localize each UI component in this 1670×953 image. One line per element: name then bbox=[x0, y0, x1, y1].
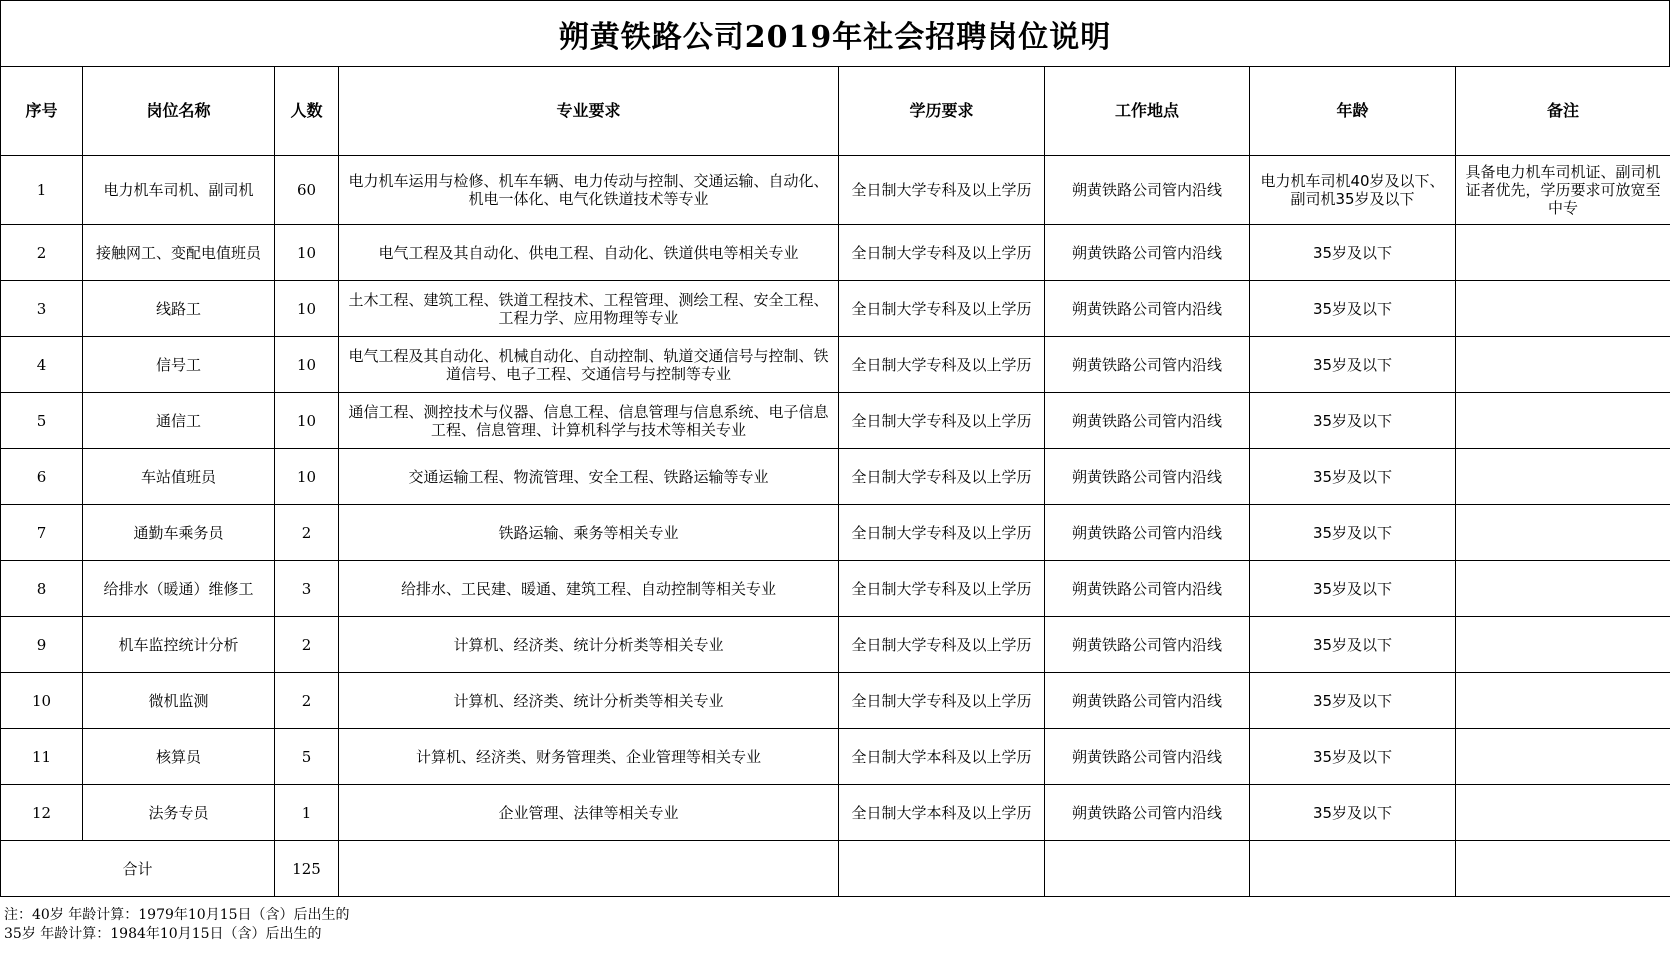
cell-position: 机车监控统计分析 bbox=[83, 617, 275, 673]
cell-seq: 10 bbox=[1, 673, 83, 729]
cell-position: 电力机车司机、副司机 bbox=[83, 156, 275, 225]
cell-major: 计算机、经济类、统计分析类等相关专业 bbox=[339, 673, 839, 729]
cell-count: 10 bbox=[275, 449, 339, 505]
cell-location: 朔黄铁路公司管内沿线 bbox=[1045, 393, 1250, 449]
cell-count: 5 bbox=[275, 729, 339, 785]
cell-location: 朔黄铁路公司管内沿线 bbox=[1045, 281, 1250, 337]
cell-location: 朔黄铁路公司管内沿线 bbox=[1045, 785, 1250, 841]
cell-seq: 2 bbox=[1, 225, 83, 281]
cell-location: 朔黄铁路公司管内沿线 bbox=[1045, 337, 1250, 393]
cell-location: 朔黄铁路公司管内沿线 bbox=[1045, 729, 1250, 785]
page-title: 朔黄铁路公司2019年社会招聘岗位说明 bbox=[0, 0, 1670, 67]
header-major: 专业要求 bbox=[339, 67, 839, 156]
cell-major: 通信工程、测控技术与仪器、信息工程、信息管理与信息系统、电子信息工程、信息管理、计算机科学与技术等相关专业 bbox=[339, 393, 839, 449]
cell-seq: 1 bbox=[1, 156, 83, 225]
cell-age: 35岁及以下 bbox=[1250, 393, 1456, 449]
cell-major: 企业管理、法律等相关专业 bbox=[339, 785, 839, 841]
cell-age: 35岁及以下 bbox=[1250, 281, 1456, 337]
header-age: 年龄 bbox=[1250, 67, 1456, 156]
cell-education: 全日制大学专科及以上学历 bbox=[839, 561, 1045, 617]
cell-position: 通勤车乘务员 bbox=[83, 505, 275, 561]
table-row bbox=[1, 281, 1670, 337]
cell-note bbox=[1456, 729, 1670, 785]
cell-education: 全日制大学专科及以上学历 bbox=[839, 337, 1045, 393]
cell-note bbox=[1456, 617, 1670, 673]
table-row bbox=[1, 673, 1670, 729]
cell-seq: 6 bbox=[1, 449, 83, 505]
cell-count: 2 bbox=[275, 673, 339, 729]
cell-position: 车站值班员 bbox=[83, 449, 275, 505]
cell-count: 3 bbox=[275, 561, 339, 617]
footnote-35: 35岁 年龄计算：1984年10月15日（含）后出生的 bbox=[4, 926, 322, 942]
total-count: 125 bbox=[275, 841, 339, 897]
cell-seq: 7 bbox=[1, 505, 83, 561]
cell-note bbox=[1456, 337, 1670, 393]
cell-count: 10 bbox=[275, 225, 339, 281]
cell-age: 35岁及以下 bbox=[1250, 225, 1456, 281]
cell-major: 计算机、经济类、财务管理类、企业管理等相关专业 bbox=[339, 729, 839, 785]
header-count: 人数 bbox=[275, 67, 339, 156]
table-header-row bbox=[1, 67, 1670, 156]
cell-education: 全日制大学专科及以上学历 bbox=[839, 449, 1045, 505]
cell-age: 35岁及以下 bbox=[1250, 449, 1456, 505]
cell-note bbox=[1456, 785, 1670, 841]
total-empty-cell bbox=[839, 841, 1045, 897]
header-location: 工作地点 bbox=[1045, 67, 1250, 156]
header-seq: 序号 bbox=[1, 67, 83, 156]
cell-note: 具备电力机车司机证、副司机证者优先，学历要求可放宽至中专 bbox=[1456, 156, 1670, 225]
table-row bbox=[1, 505, 1670, 561]
cell-position: 核算员 bbox=[83, 729, 275, 785]
table-row bbox=[1, 561, 1670, 617]
header-note: 备注 bbox=[1456, 67, 1670, 156]
cell-major: 电力机车运用与检修、机车车辆、电力传动与控制、交通运输、自动化、机电一体化、电气化铁道技术等专业 bbox=[339, 156, 839, 225]
header-education: 学历要求 bbox=[839, 67, 1045, 156]
cell-count: 10 bbox=[275, 281, 339, 337]
table-row bbox=[1, 785, 1670, 841]
header-position: 岗位名称 bbox=[83, 67, 275, 156]
table-row bbox=[1, 729, 1670, 785]
total-empty-cell bbox=[1456, 841, 1670, 897]
cell-education: 全日制大学专科及以上学历 bbox=[839, 225, 1045, 281]
cell-education: 全日制大学专科及以上学历 bbox=[839, 617, 1045, 673]
cell-position: 线路工 bbox=[83, 281, 275, 337]
cell-position: 法务专员 bbox=[83, 785, 275, 841]
cell-note bbox=[1456, 561, 1670, 617]
table-row bbox=[1, 449, 1670, 505]
cell-location: 朔黄铁路公司管内沿线 bbox=[1045, 505, 1250, 561]
cell-age: 35岁及以下 bbox=[1250, 617, 1456, 673]
cell-note bbox=[1456, 673, 1670, 729]
cell-age: 35岁及以下 bbox=[1250, 785, 1456, 841]
total-empty-cell bbox=[1250, 841, 1456, 897]
table-row bbox=[1, 156, 1670, 225]
footnotes bbox=[4, 906, 350, 944]
cell-count: 1 bbox=[275, 785, 339, 841]
cell-education: 全日制大学专科及以上学历 bbox=[839, 281, 1045, 337]
cell-major: 给排水、工民建、暖通、建筑工程、自动控制等相关专业 bbox=[339, 561, 839, 617]
cell-major: 铁路运输、乘务等相关专业 bbox=[339, 505, 839, 561]
cell-age: 35岁及以下 bbox=[1250, 673, 1456, 729]
cell-note bbox=[1456, 449, 1670, 505]
cell-major: 交通运输工程、物流管理、安全工程、铁路运输等专业 bbox=[339, 449, 839, 505]
cell-seq: 3 bbox=[1, 281, 83, 337]
cell-education: 全日制大学本科及以上学历 bbox=[839, 729, 1045, 785]
cell-major: 土木工程、建筑工程、铁道工程技术、工程管理、测绘工程、安全工程、工程力学、应用物理等专业 bbox=[339, 281, 839, 337]
cell-age: 35岁及以下 bbox=[1250, 561, 1456, 617]
cell-age: 35岁及以下 bbox=[1250, 729, 1456, 785]
cell-count: 10 bbox=[275, 337, 339, 393]
table-row bbox=[1, 393, 1670, 449]
cell-location: 朔黄铁路公司管内沿线 bbox=[1045, 561, 1250, 617]
footnote-40: 注：40岁 年龄计算：1979年10月15日（含）后出生的 bbox=[4, 907, 350, 923]
cell-note bbox=[1456, 225, 1670, 281]
cell-age: 电力机车司机40岁及以下、副司机35岁及以下 bbox=[1250, 156, 1456, 225]
cell-count: 2 bbox=[275, 617, 339, 673]
recruitment-table bbox=[0, 66, 1670, 897]
cell-seq: 12 bbox=[1, 785, 83, 841]
cell-education: 全日制大学专科及以上学历 bbox=[839, 156, 1045, 225]
cell-location: 朔黄铁路公司管内沿线 bbox=[1045, 617, 1250, 673]
cell-location: 朔黄铁路公司管内沿线 bbox=[1045, 156, 1250, 225]
cell-position: 信号工 bbox=[83, 337, 275, 393]
cell-position: 接触网工、变配电值班员 bbox=[83, 225, 275, 281]
cell-seq: 5 bbox=[1, 393, 83, 449]
cell-seq: 9 bbox=[1, 617, 83, 673]
cell-seq: 11 bbox=[1, 729, 83, 785]
total-empty-cell bbox=[339, 841, 839, 897]
cell-age: 35岁及以下 bbox=[1250, 337, 1456, 393]
cell-seq: 4 bbox=[1, 337, 83, 393]
cell-count: 60 bbox=[275, 156, 339, 225]
cell-major: 电气工程及其自动化、机械自动化、自动控制、轨道交通信号与控制、铁道信号、电子工程、交通信号与控制等专业 bbox=[339, 337, 839, 393]
cell-position: 微机监测 bbox=[83, 673, 275, 729]
cell-education: 全日制大学专科及以上学历 bbox=[839, 673, 1045, 729]
cell-major: 电气工程及其自动化、供电工程、自动化、铁道供电等相关专业 bbox=[339, 225, 839, 281]
cell-major: 计算机、经济类、统计分析类等相关专业 bbox=[339, 617, 839, 673]
cell-note bbox=[1456, 281, 1670, 337]
table-row bbox=[1, 337, 1670, 393]
cell-education: 全日制大学本科及以上学历 bbox=[839, 785, 1045, 841]
table-body bbox=[1, 156, 1670, 897]
cell-education: 全日制大学专科及以上学历 bbox=[839, 393, 1045, 449]
cell-seq: 8 bbox=[1, 561, 83, 617]
cell-location: 朔黄铁路公司管内沿线 bbox=[1045, 449, 1250, 505]
table-row bbox=[1, 225, 1670, 281]
cell-position: 通信工 bbox=[83, 393, 275, 449]
table-row bbox=[1, 617, 1670, 673]
cell-education: 全日制大学专科及以上学历 bbox=[839, 505, 1045, 561]
cell-note bbox=[1456, 505, 1670, 561]
cell-location: 朔黄铁路公司管内沿线 bbox=[1045, 673, 1250, 729]
cell-count: 2 bbox=[275, 505, 339, 561]
total-row bbox=[1, 841, 1670, 897]
cell-location: 朔黄铁路公司管内沿线 bbox=[1045, 225, 1250, 281]
cell-position: 给排水（暖通）维修工 bbox=[83, 561, 275, 617]
cell-note bbox=[1456, 393, 1670, 449]
cell-age: 35岁及以下 bbox=[1250, 505, 1456, 561]
total-label: 合计 bbox=[1, 841, 275, 897]
cell-count: 10 bbox=[275, 393, 339, 449]
total-empty-cell bbox=[1045, 841, 1250, 897]
